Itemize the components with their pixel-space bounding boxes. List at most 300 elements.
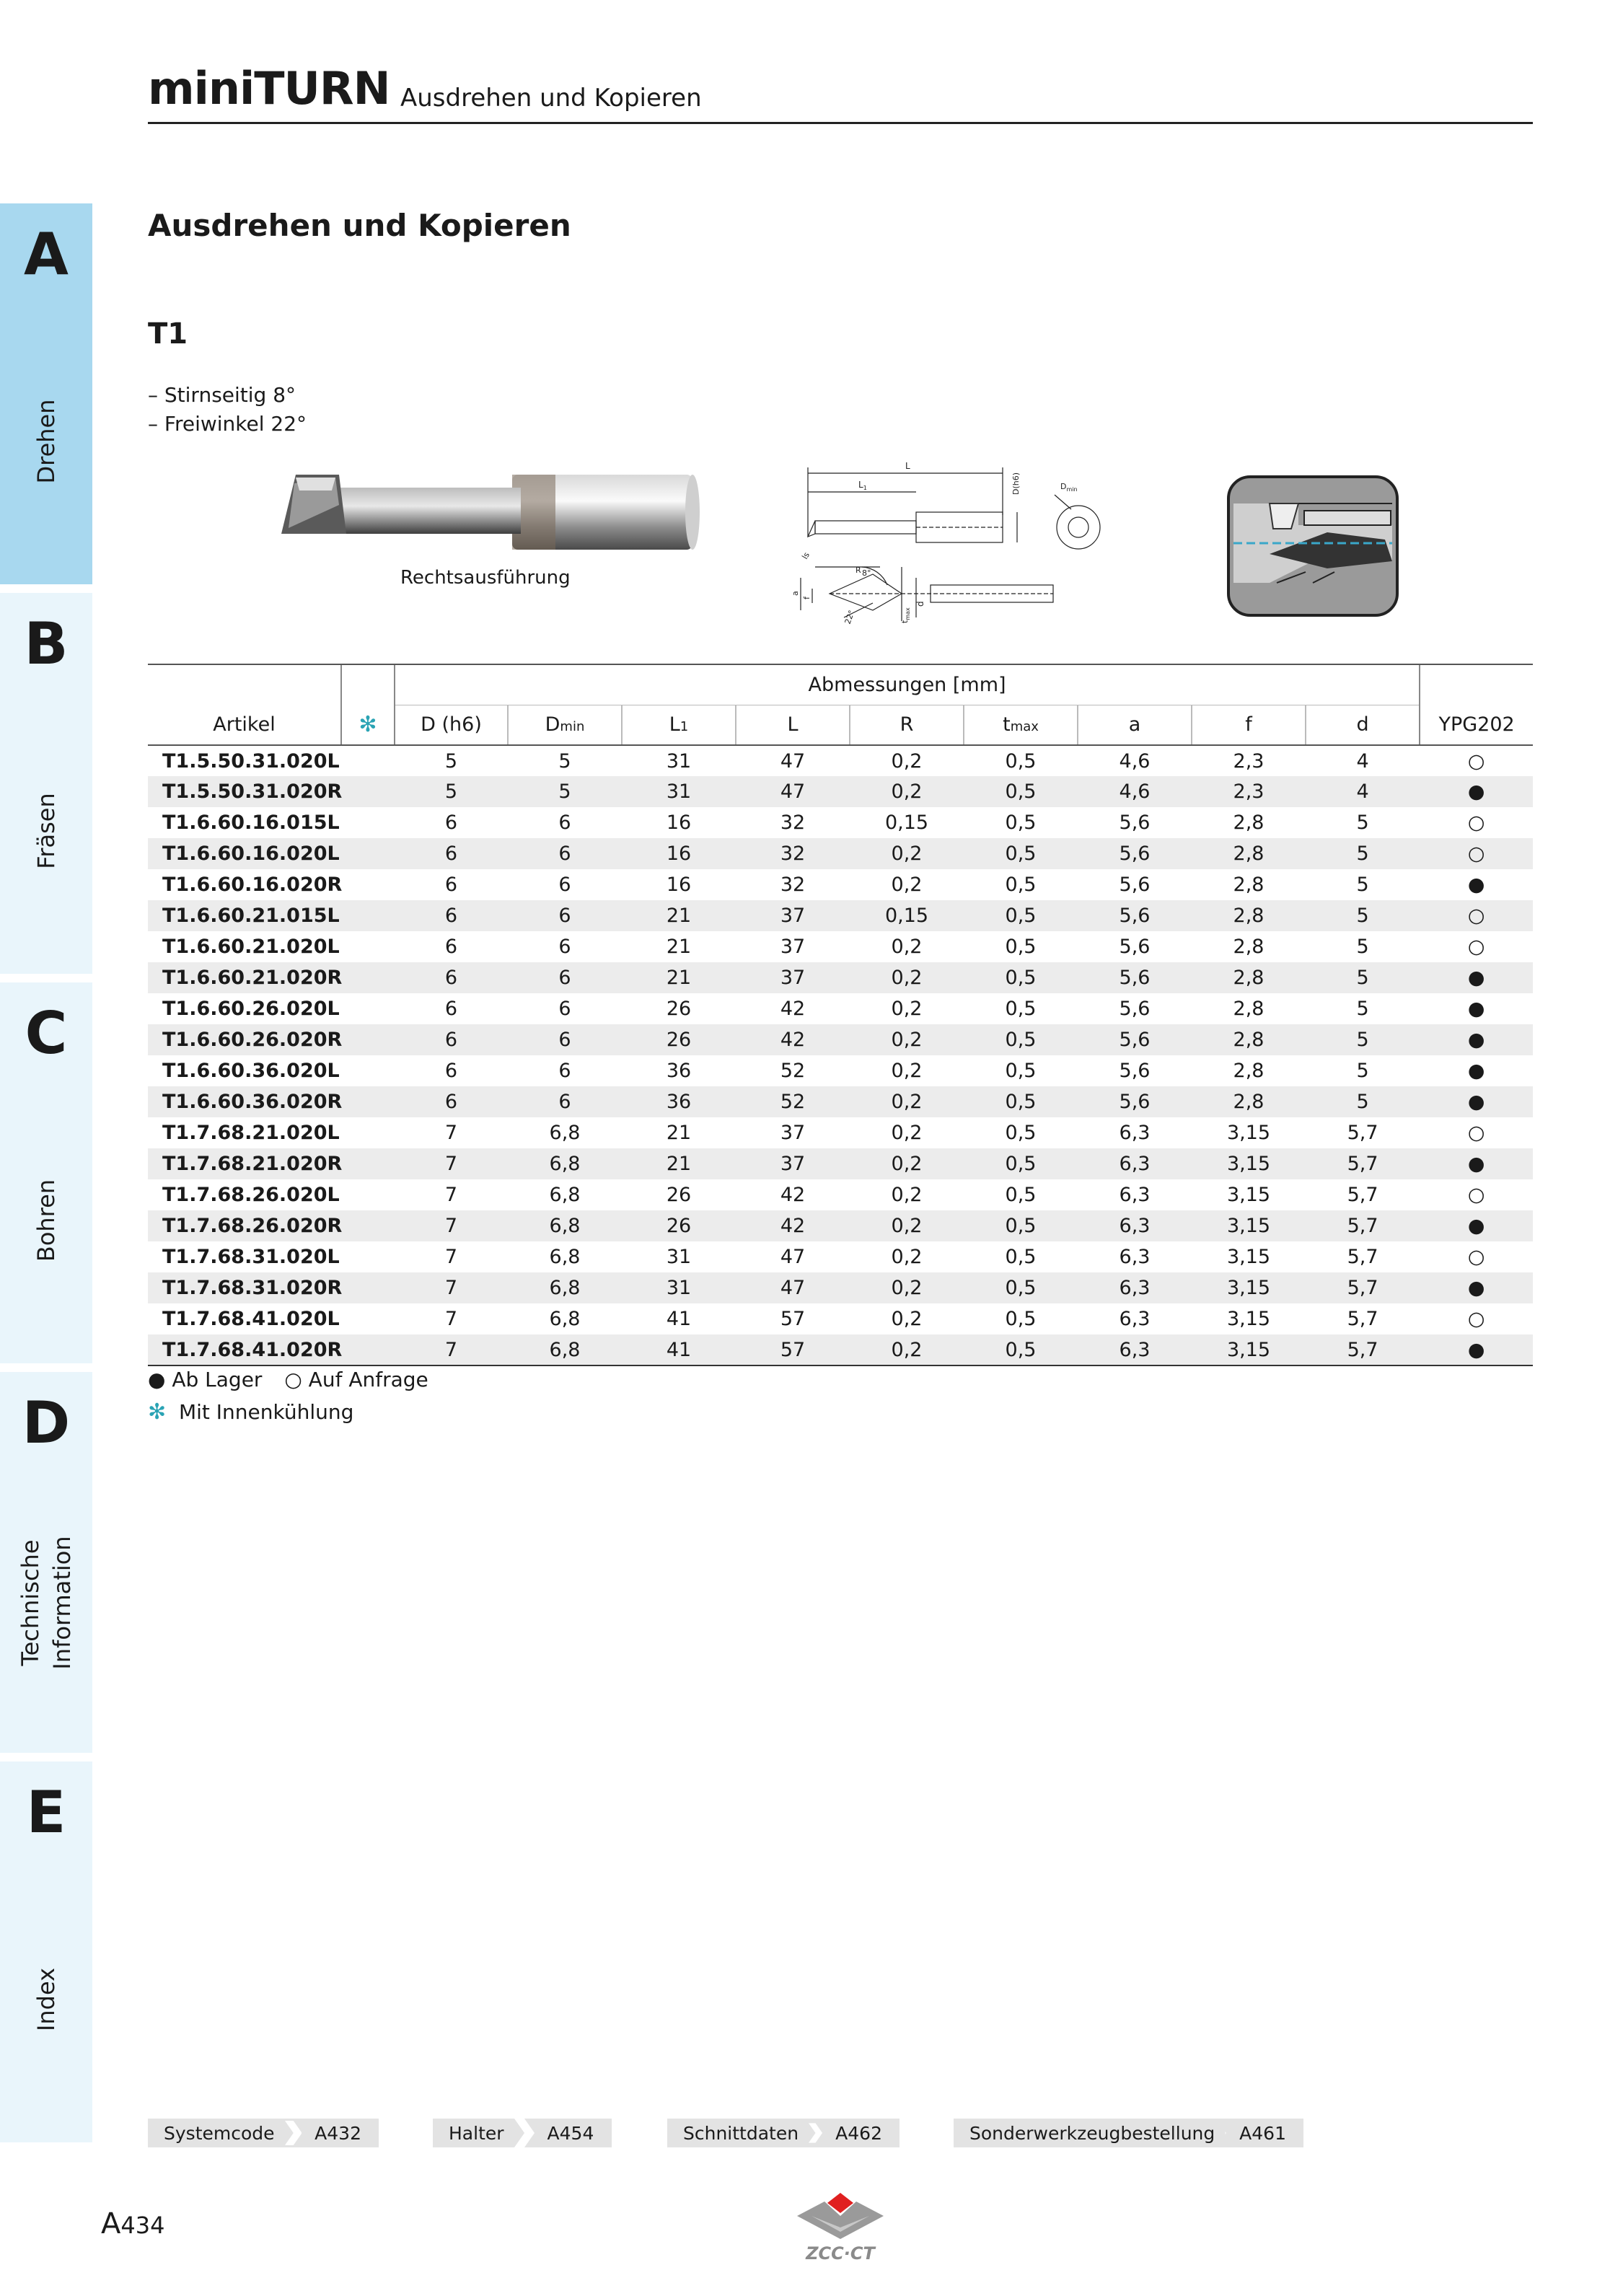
table-cell: 0,2 <box>891 1060 923 1082</box>
col-header-artikel: Artikel <box>148 705 341 745</box>
table-cell: 5 <box>508 776 622 807</box>
col-header-dmin: Dmin <box>508 705 622 745</box>
table-cell: 6,3 <box>1078 1334 1192 1365</box>
table-cell: 5,6 <box>1119 811 1151 834</box>
table-cell: 7 <box>444 1308 458 1330</box>
col-header-a: a <box>1078 705 1192 745</box>
table-cell: 0,5 <box>964 962 1078 993</box>
table-cell: 31 <box>622 1272 736 1303</box>
table-cell: 2,8 <box>1192 838 1306 869</box>
cell-artikel: T1.6.60.16.015L <box>162 811 340 834</box>
table-cell: 0,5 <box>964 1148 1078 1179</box>
footer-link-label: Halter <box>449 2122 504 2144</box>
cell-artikel: T1.7.68.21.020L <box>162 1122 340 1144</box>
drawing-label-l1: $L_1$ <box>858 480 867 491</box>
footer-link-page: A461 <box>1239 2122 1286 2144</box>
table-row <box>148 745 1533 776</box>
table-cell: 4 <box>1306 776 1420 807</box>
table-cell: 57 <box>736 1334 850 1365</box>
table-row <box>148 993 1533 1024</box>
table-cell: 37 <box>736 962 850 993</box>
product-code: T1 <box>148 317 188 351</box>
table-cell: 6 <box>444 998 458 1020</box>
sidebar-tab-drehen[interactable] <box>0 203 92 584</box>
table-cell: 6 <box>395 1024 508 1055</box>
footer-link-page: A462 <box>835 2122 882 2144</box>
table-row <box>148 1241 1533 1272</box>
cell-availability: ● <box>1420 962 1533 993</box>
sidebar-tab-fraesen[interactable] <box>0 593 92 974</box>
table-cell: 6,8 <box>549 1122 581 1144</box>
table-cell: 5 <box>1356 1060 1369 1082</box>
table-cell: 57 <box>780 1308 806 1330</box>
table-cell: 6 <box>558 1060 571 1082</box>
table-cell: 2,3 <box>1233 749 1264 773</box>
cell-availability: ● <box>1467 874 1485 896</box>
table-cell: 36 <box>666 1060 692 1082</box>
table-cell: 0,2 <box>891 1184 923 1206</box>
col-header-r: R <box>850 705 964 745</box>
footer-link-sonderwerkzeugbestellung[interactable] <box>954 2119 1303 2147</box>
table-cell: 6 <box>558 998 571 1020</box>
cell-availability: ● <box>1420 776 1533 807</box>
drawing-label-d: d <box>915 601 925 607</box>
brand-title: miniTURN <box>148 62 390 115</box>
table-cell: 0,5 <box>1005 874 1037 896</box>
table-cell: 6,8 <box>508 1148 622 1179</box>
table-cell: 0,5 <box>1005 1184 1037 1206</box>
col-header-l1: L1 <box>622 705 736 745</box>
table-cell: 6,8 <box>508 1334 622 1365</box>
article-table-wrap <box>148 664 1533 1366</box>
table-cell: 21 <box>666 1122 692 1144</box>
tab-label: Fräsen <box>32 793 60 869</box>
table-cell: 5,7 <box>1306 1148 1420 1179</box>
table-cell: 42 <box>780 998 806 1020</box>
table-cell: 6 <box>444 936 458 958</box>
drawing-label-dh6: D(h6) <box>1011 472 1021 495</box>
table-cell: 0,5 <box>964 900 1078 931</box>
table-row <box>148 1272 1533 1303</box>
cell-artikel: T1.5.50.31.020R <box>148 776 395 807</box>
table-cell: 6 <box>444 874 458 896</box>
table-cell: 5,7 <box>1306 1210 1420 1241</box>
table-cell: 0,5 <box>1005 1122 1037 1144</box>
table-cell: 5,6 <box>1119 998 1151 1020</box>
tab-letter: D <box>22 1389 71 1456</box>
cell-artikel: T1.6.60.16.020R <box>162 874 343 896</box>
table-cell: 31 <box>622 776 736 807</box>
table-cell: 4,6 <box>1119 749 1151 773</box>
table-cell: 41 <box>622 1334 736 1365</box>
table-cell: 6,8 <box>549 1246 581 1268</box>
footer-link-systemcode[interactable] <box>148 2119 379 2147</box>
table-cell: 5,6 <box>1078 900 1192 931</box>
coolant-icon: ✻ <box>341 705 395 745</box>
table-cell: 47 <box>736 776 850 807</box>
table-cell: 42 <box>736 1210 850 1241</box>
cell-artikel: T1.7.68.26.020R <box>148 1210 395 1241</box>
header-spacer <box>148 664 341 705</box>
table-cell: 0,5 <box>1005 1308 1037 1330</box>
tab-label-line: Technische <box>17 1539 44 1666</box>
table-row <box>148 807 1533 838</box>
table-cell: 6,3 <box>1119 1122 1151 1144</box>
table-cell: 37 <box>780 936 806 958</box>
footer-link-halter[interactable] <box>433 2119 612 2147</box>
table-cell: 21 <box>622 1148 736 1179</box>
table-cell: 6 <box>395 1086 508 1117</box>
col-header-grade: YPG202 <box>1420 705 1533 745</box>
table-row <box>148 776 1533 807</box>
table-cell: 3,15 <box>1192 1210 1306 1241</box>
page-number: A434 <box>101 2207 165 2240</box>
chevron-right-icon <box>514 2119 535 2147</box>
footer-link-schnittdaten[interactable] <box>667 2119 900 2147</box>
table-cell: 7 <box>444 1184 458 1206</box>
group-header-abmessungen: Abmessungen [mm] <box>395 664 1420 705</box>
table-cell: 6,3 <box>1078 1148 1192 1179</box>
table-cell: 5 <box>1306 900 1420 931</box>
cell-artikel: T1.6.60.36.020L <box>162 1060 340 1082</box>
table-cell: 6 <box>508 900 622 931</box>
table-cell: 0,5 <box>964 776 1078 807</box>
table-cell: 16 <box>666 811 692 834</box>
table-cell: 5,6 <box>1119 874 1151 896</box>
table-cell: 5,7 <box>1347 1184 1378 1206</box>
table-row <box>148 869 1533 900</box>
cell-availability: ● <box>1467 1060 1485 1082</box>
cell-artikel: T1.6.60.26.020L <box>162 998 340 1020</box>
table-cell: 0,5 <box>1005 811 1037 834</box>
table-cell: 2,8 <box>1233 1060 1264 1082</box>
table-cell: 0,5 <box>1005 1246 1037 1268</box>
footer-link-label: Schnittdaten <box>683 2122 799 2144</box>
drawing-label-f: f <box>802 597 812 599</box>
cell-artikel: T1.7.68.41.020R <box>148 1334 395 1365</box>
table-cell: 0,2 <box>850 1024 964 1055</box>
col-header-l: L <box>736 705 850 745</box>
table-cell: 2,8 <box>1233 998 1264 1020</box>
table-cell: 37 <box>736 900 850 931</box>
coolant-legend <box>148 1399 353 1425</box>
table-row <box>148 838 1533 869</box>
table-cell: 6 <box>508 1086 622 1117</box>
cell-availability: ○ <box>1467 1246 1485 1268</box>
table-cell: 47 <box>736 1272 850 1303</box>
detail-view <box>1226 475 1399 617</box>
table-cell: 52 <box>780 1060 806 1082</box>
table-cell: 5 <box>1306 1024 1420 1055</box>
table-cell: 2,8 <box>1233 811 1264 834</box>
table-cell: 0,5 <box>964 1334 1078 1365</box>
footer-link-page: A432 <box>315 2122 361 2144</box>
table-cell: 0,5 <box>964 1024 1078 1055</box>
logo-text: ZCC·CT <box>806 2243 875 2264</box>
cell-artikel: T1.6.60.26.020R <box>148 1024 395 1055</box>
table-cell: 5 <box>395 776 508 807</box>
legend-request: ○ Auf Anfrage <box>284 1368 428 1391</box>
table-cell: 0,2 <box>850 1086 964 1117</box>
cell-availability: ● <box>1420 1272 1533 1303</box>
table-cell: 37 <box>736 1148 850 1179</box>
table-cell: 0,2 <box>891 1122 923 1144</box>
footer-link-label: Systemcode <box>164 2122 275 2144</box>
table-cell: 0,5 <box>964 1272 1078 1303</box>
table-cell: 31 <box>666 749 692 773</box>
drawing-label-8deg: 8° <box>862 568 871 578</box>
table-cell: 6,3 <box>1119 1308 1151 1330</box>
table-row <box>148 931 1533 962</box>
table-cell: 7 <box>395 1334 508 1365</box>
table-cell: 5 <box>1306 1086 1420 1117</box>
table-cell: 47 <box>780 749 806 773</box>
table-cell: 26 <box>666 998 692 1020</box>
drawing-label-l: L <box>905 461 910 471</box>
table-cell: 6 <box>558 811 571 834</box>
drawing-label-tmax: $t_{max}$ <box>900 607 911 623</box>
col-header-tmax: tmax <box>964 705 1078 745</box>
table-cell: 47 <box>780 1246 806 1268</box>
table-cell: 3,15 <box>1192 1334 1306 1365</box>
dimension-drawing <box>786 452 1118 632</box>
chevron-right-icon <box>809 2119 822 2147</box>
table-cell: 2,8 <box>1192 1024 1306 1055</box>
table-cell: 41 <box>666 1308 692 1330</box>
table-cell: 2,8 <box>1192 962 1306 993</box>
sidebar-tab-index[interactable] <box>0 1761 92 2142</box>
table-cell: 16 <box>622 838 736 869</box>
table-cell: 26 <box>622 1210 736 1241</box>
table-row <box>148 1179 1533 1210</box>
cell-artikel: T1.6.60.36.020R <box>148 1086 395 1117</box>
table-row <box>148 1117 1533 1148</box>
table-cell: 6 <box>395 900 508 931</box>
table-row <box>148 1055 1533 1086</box>
cell-availability: ○ <box>1467 936 1485 958</box>
table-cell: 6 <box>558 936 571 958</box>
table-cell: 5,6 <box>1078 838 1192 869</box>
header-spacer <box>1420 664 1533 705</box>
cell-artikel: T1.7.68.41.020L <box>162 1308 340 1330</box>
table-cell: 2,3 <box>1192 776 1306 807</box>
feature-list <box>148 381 307 439</box>
table-cell: 5,6 <box>1078 962 1192 993</box>
table-cell: 52 <box>736 1086 850 1117</box>
col-header-f: f <box>1192 705 1306 745</box>
cell-artikel: T1.6.60.16.020L <box>148 838 395 869</box>
table-cell: 6,3 <box>1119 1184 1151 1206</box>
table-cell: 6,8 <box>508 1272 622 1303</box>
table-cell: 0,2 <box>850 1148 964 1179</box>
tab-letter: B <box>24 610 69 677</box>
availability-legend <box>148 1368 444 1391</box>
table-cell: 7 <box>395 1210 508 1241</box>
table-cell: 0,2 <box>850 838 964 869</box>
table-row <box>148 1303 1533 1334</box>
table-cell: 6 <box>395 962 508 993</box>
table-row <box>148 900 1533 931</box>
footer-link-page: A454 <box>547 2122 594 2144</box>
table-cell: 0,2 <box>891 998 923 1020</box>
table-cell: 0,2 <box>891 874 923 896</box>
header-subtitle: Ausdrehen und Kopieren <box>400 84 702 113</box>
table-cell: 0,5 <box>964 1086 1078 1117</box>
table-row <box>148 962 1533 993</box>
cell-availability: ● <box>1420 1148 1533 1179</box>
cell-availability: ○ <box>1420 900 1533 931</box>
table-cell: 3,15 <box>1192 1148 1306 1179</box>
sidebar-tab-technische-information[interactable] <box>0 1372 92 1753</box>
table-cell: 37 <box>780 1122 806 1144</box>
table-cell: 5,6 <box>1119 1060 1151 1082</box>
table-cell: 42 <box>736 1024 850 1055</box>
tab-letter: C <box>25 1000 68 1067</box>
tab-label: Drehen <box>32 399 60 484</box>
table-cell: 0,2 <box>891 936 923 958</box>
coolant-icon: ✻ <box>148 1399 167 1425</box>
table-cell: 0,15 <box>884 811 929 834</box>
table-cell: 6 <box>558 874 571 896</box>
cell-artikel: T1.7.68.21.020R <box>148 1148 395 1179</box>
table-cell: 6 <box>444 811 458 834</box>
table-cell: 5,7 <box>1347 1246 1378 1268</box>
table-row <box>148 1210 1533 1241</box>
table-cell: 26 <box>666 1184 692 1206</box>
table-cell: 3,15 <box>1226 1246 1271 1268</box>
cell-availability: ○ <box>1467 749 1485 773</box>
tab-letter: E <box>26 1779 66 1846</box>
chevron-right-icon <box>285 2119 302 2147</box>
table-cell: 5 <box>1306 962 1420 993</box>
table-cell: 6,8 <box>549 1184 581 1206</box>
feature-item: – Freiwinkel 22° <box>148 412 307 436</box>
table-cell: 5 <box>1356 936 1369 958</box>
article-table <box>148 664 1533 1366</box>
table-cell: 26 <box>622 1024 736 1055</box>
sidebar-tab-bohren[interactable] <box>0 982 92 1363</box>
table-cell: 32 <box>780 811 806 834</box>
table-cell: 5,6 <box>1078 1024 1192 1055</box>
table-row <box>148 1086 1533 1117</box>
section-title: Ausdrehen und Kopieren <box>148 208 571 243</box>
col-header-d: d <box>1306 705 1420 745</box>
table-row <box>148 1148 1533 1179</box>
cell-availability: ● <box>1420 1210 1533 1241</box>
table-cell: 7 <box>395 1148 508 1179</box>
table-cell: 5,7 <box>1347 1308 1378 1330</box>
table-cell: 6 <box>444 1060 458 1082</box>
table-cell: 2,8 <box>1192 1086 1306 1117</box>
table-cell: 0,2 <box>891 749 923 773</box>
cell-availability: ● <box>1420 1086 1533 1117</box>
company-logo <box>783 2187 898 2266</box>
table-cell: 3,15 <box>1226 1308 1271 1330</box>
drawing-label-r: R <box>856 566 861 575</box>
table-cell: 3,15 <box>1226 1122 1271 1144</box>
table-cell: 6 <box>395 838 508 869</box>
cell-artikel: T1.7.68.31.020L <box>162 1246 340 1268</box>
cell-artikel: T1.6.60.21.020R <box>148 962 395 993</box>
table-cell: 0,5 <box>964 1210 1078 1241</box>
table-cell: 5 <box>1306 838 1420 869</box>
table-cell: 6 <box>508 962 622 993</box>
table-cell: 0,5 <box>1005 749 1037 773</box>
table-cell: 6,8 <box>508 1210 622 1241</box>
drawing-label-dmin: $D_{min}$ <box>1060 482 1078 493</box>
feature-item: – Stirnseitig 8° <box>148 383 296 407</box>
table-cell: 5,6 <box>1119 936 1151 958</box>
table-cell: 31 <box>666 1246 692 1268</box>
cell-availability: ● <box>1420 1024 1533 1055</box>
table-cell: 4,6 <box>1078 776 1192 807</box>
cell-availability: ○ <box>1467 1308 1485 1330</box>
table-row <box>148 1334 1533 1365</box>
cell-artikel: T1.7.68.31.020R <box>148 1272 395 1303</box>
cell-availability: ○ <box>1420 838 1533 869</box>
table-cell: 21 <box>666 936 692 958</box>
tab-label <box>14 1536 78 1669</box>
table-cell: 0,2 <box>850 962 964 993</box>
table-cell: 5,7 <box>1347 1122 1378 1144</box>
table-cell: 2,8 <box>1233 874 1264 896</box>
table-cell: 3,15 <box>1226 1184 1271 1206</box>
table-cell: 7 <box>395 1272 508 1303</box>
table-cell: 3,15 <box>1192 1272 1306 1303</box>
table-cell: 5,6 <box>1078 1086 1192 1117</box>
cell-availability: ○ <box>1467 1122 1485 1144</box>
table-cell: 0,2 <box>850 1210 964 1241</box>
table-cell: 42 <box>780 1184 806 1206</box>
table-cell: 4 <box>1356 749 1369 773</box>
table-cell: 5,7 <box>1306 1334 1420 1365</box>
cell-artikel: T1.5.50.31.020L <box>162 749 340 773</box>
legend-coolant: Mit Innenkühlung <box>178 1400 354 1424</box>
table-cell: 0,2 <box>850 776 964 807</box>
table-cell: 0,2 <box>850 1334 964 1365</box>
table-cell: 6 <box>508 838 622 869</box>
image-caption: Rechtsausführung <box>400 567 571 589</box>
cell-availability: ○ <box>1467 811 1485 834</box>
footer-link-label: Sonderwerkzeugbestellung <box>969 2122 1215 2144</box>
table-cell: 0,2 <box>850 1272 964 1303</box>
legend-stock: ● Ab Lager <box>148 1368 263 1391</box>
cell-artikel: T1.6.60.21.015L <box>148 900 395 931</box>
drawing-label-a: a <box>791 591 800 596</box>
cell-availability: ● <box>1420 1334 1533 1365</box>
table-cell: 0,5 <box>964 838 1078 869</box>
table-cell: 6,8 <box>549 1308 581 1330</box>
table-cell: 0,2 <box>891 1246 923 1268</box>
table-cell: 5 <box>1356 811 1369 834</box>
table-cell: 16 <box>666 874 692 896</box>
table-cell: 6 <box>508 1024 622 1055</box>
table-cell: 36 <box>622 1086 736 1117</box>
cell-availability: ○ <box>1467 1184 1485 1206</box>
col-header-dh6: D (h6) <box>395 705 508 745</box>
table-cell: 32 <box>780 874 806 896</box>
table-cell: 0,5 <box>1005 1060 1037 1082</box>
table-cell: 21 <box>622 900 736 931</box>
table-cell: 32 <box>736 838 850 869</box>
drawing-label-ls: ls <box>800 550 812 561</box>
table-cell: 0,2 <box>891 1308 923 1330</box>
table-cell: 7 <box>444 1122 458 1144</box>
table-cell: 6,3 <box>1078 1210 1192 1241</box>
table-cell: 21 <box>622 962 736 993</box>
table-cell: 5 <box>444 749 458 773</box>
cell-availability: ● <box>1467 998 1485 1020</box>
